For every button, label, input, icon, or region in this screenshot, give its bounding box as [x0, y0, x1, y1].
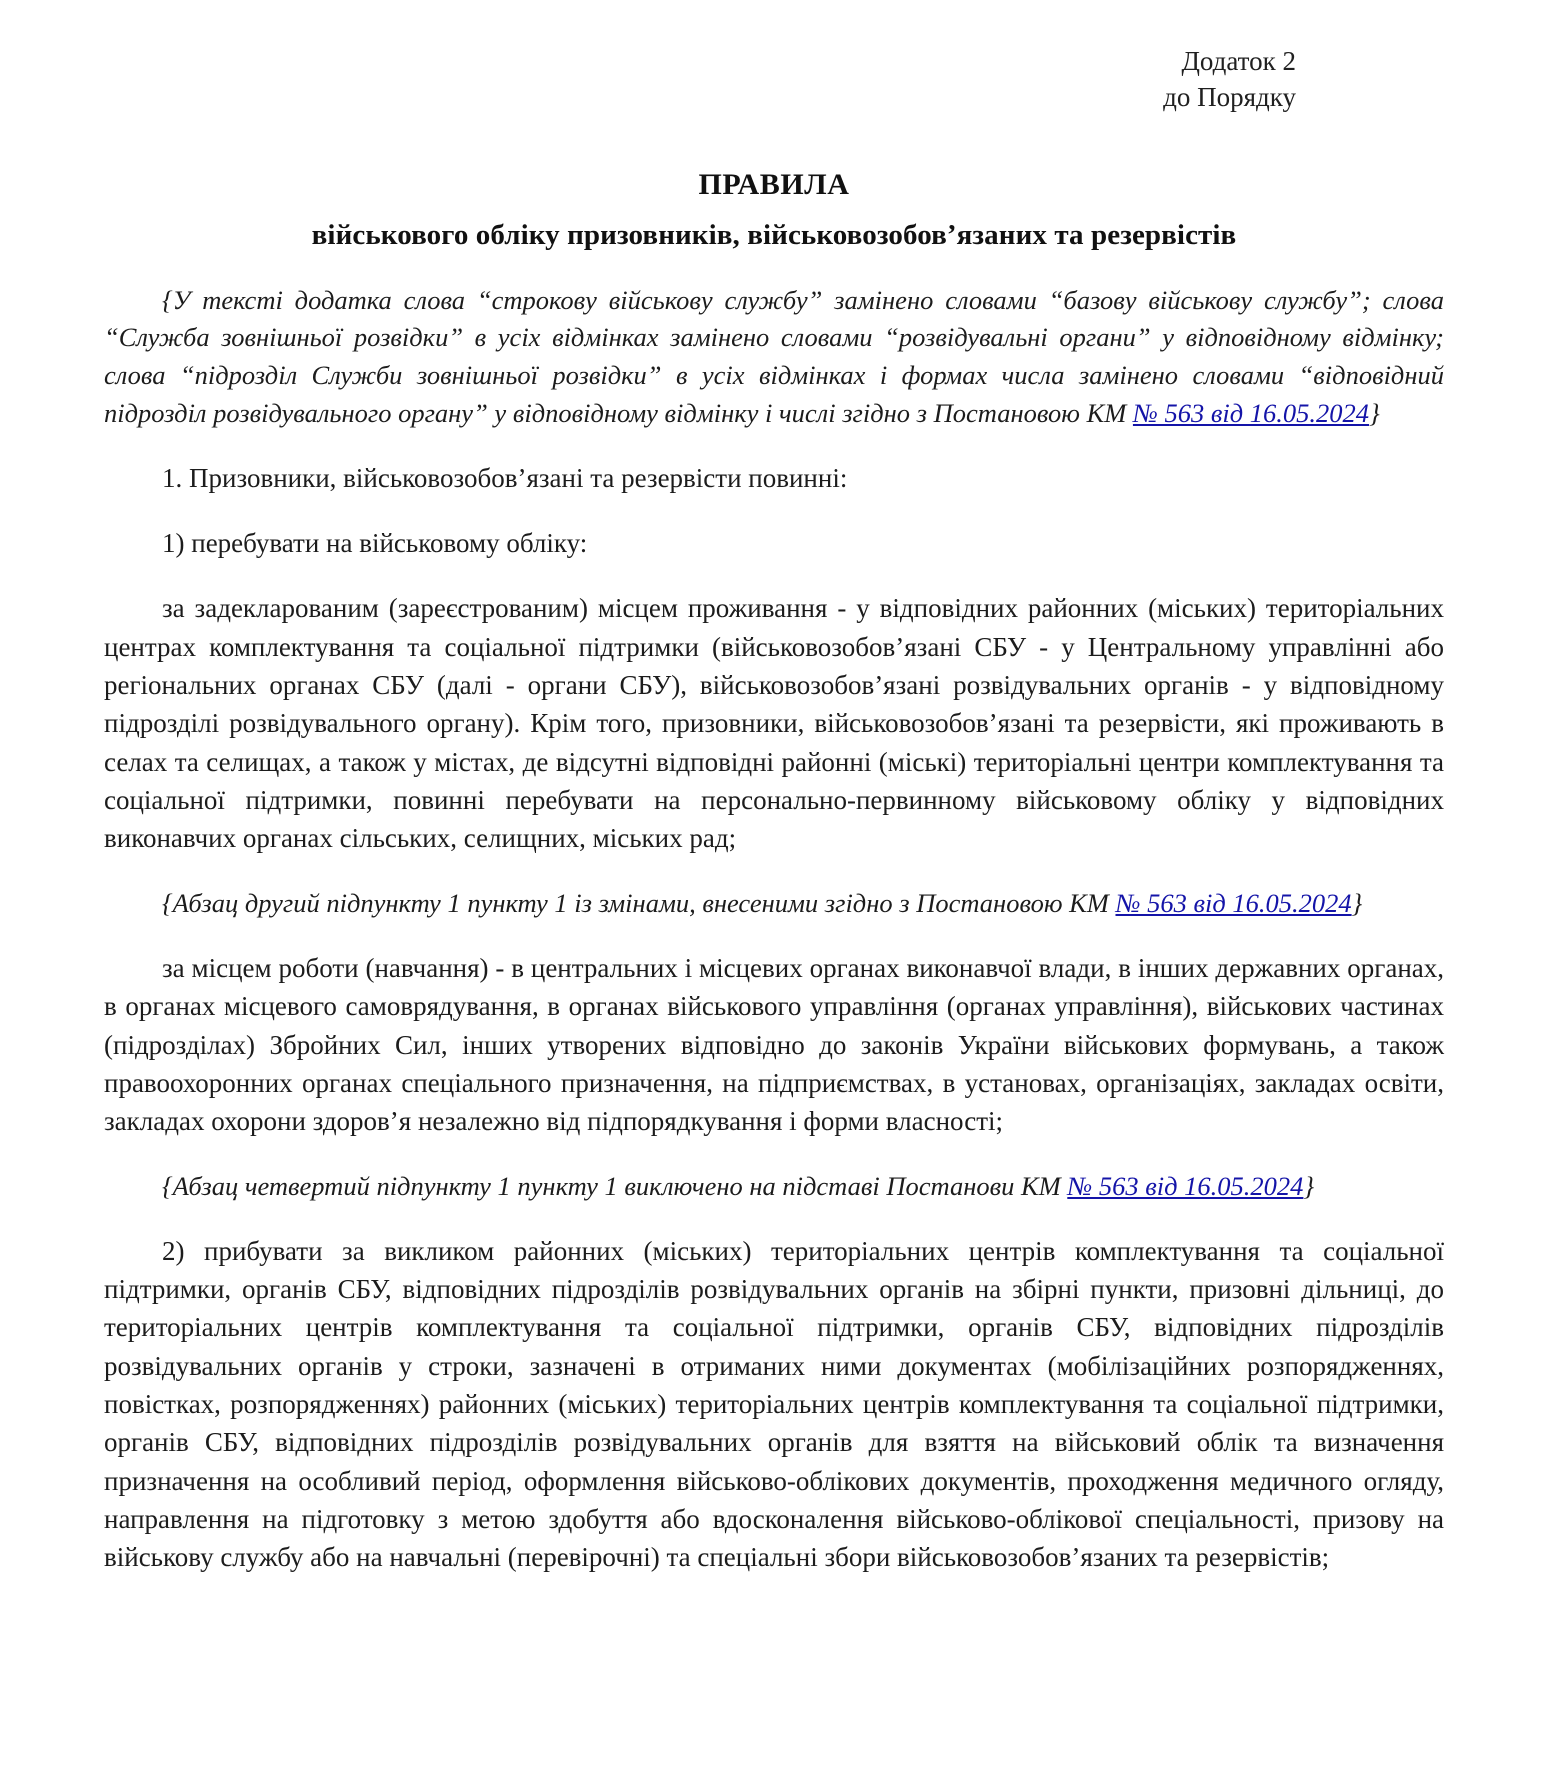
paragraph-1-2: 2) прибувати за викликом районних (міських) територіальних центрів комплектування та соціальної підтримки, органів СБУ, відповідних підрозділів розвідувальних органів на збірні пункти, призовні дільниці, до територіальних центрів комплектування та соціальної підтримки, органів СБУ, відповідних підрозділів розвідувальних органів у строки, зазначені в отриманих ними документах (мобілізаційних розпорядженнях, повістках, розпорядженнях) районних (міських) територіальних центрів комплектування та соціальної підтримки, органів СБУ, відповідних підрозділів розвідувальних органів для взяття на військовий облік та визначення призначення на особливий період, оформлення військово-облікових документів, проходження медичного огляду, направлення на підготовку з метою здобуття або вдосконалення військово-облікової спеціальності, призову на військову службу або на навчальні (перевірочні) та спеціальні збори військовозобов’язаних та резервістів; — [104, 1235, 1444, 1573]
amendment-note-2-close: } — [1351, 887, 1363, 918]
amendment-note-intro-text: {У тексті додатка слова “строкову військову службу” замінено словами “базову військову службу”; слова “Служба зовнішньої розвідки” в усіх відмінках замінено словами “розвідувальні органи” у відповідному відмінку; слова “підрозділ Служби зовнішньої розвідки” в усіх відмінках і формах числа замінено словами “відповідний підрозділ розвідувального органу” у відповідному відмінку і числі згідно з Постановою КМ — [104, 284, 1444, 428]
resolution-link-2[interactable]: № 563 від 16.05.2024 — [1115, 887, 1352, 918]
annex-label: Додаток 2 — [1181, 46, 1296, 76]
amendment-note-3-close: } — [1303, 1170, 1315, 1201]
amendment-note-3-text: {Абзац четвертий підпункту 1 пункту 1 виключено на підставі Постанови КМ — [162, 1170, 1068, 1201]
amendment-note-intro — [104, 282, 1444, 433]
paragraph-1-1: 1) перебувати на військовому обліку: — [162, 528, 588, 559]
resolution-link-3[interactable]: № 563 від 16.05.2024 — [1067, 1170, 1304, 1201]
amendment-note-2 — [104, 885, 1444, 923]
amendment-note-2-text: {Абзац другий підпункту 1 пункту 1 із змінами, внесеними згідно з Постановою КМ — [162, 887, 1116, 918]
amendment-note-3 — [104, 1168, 1444, 1206]
page-title: ПРАВИЛА — [698, 167, 850, 201]
document-header — [104, 44, 1444, 116]
paragraph-1: 1. Призовники, військовозобов’язані та резервісти повинні: — [162, 462, 848, 493]
to-procedure-label: до Порядку — [1163, 81, 1296, 112]
amendment-note-intro-close: } — [1369, 397, 1380, 428]
resolution-link-1[interactable]: № 563 від 16.05.2024 — [1132, 397, 1370, 428]
paragraph-workplace: за місцем роботи (навчання) - в центральних і місцевих органах виконавчої влади, в інших державних органах, в органах місцевого самоврядування, в органах військового управління (органах управління), військових частинах (підрозділах) Збройних Сил, інших утворених відповідно до законів України військових формувань, а також правоохоронних органах спеціального призначення, на підприємствах, в установах, організаціях, закладах освіти, закладах охорони здоров’я незалежно від підпорядкування і форми власності; — [104, 952, 1444, 1137]
page-subtitle: військового обліку призовників, військовозобов’язаних та резервістів — [311, 218, 1237, 251]
paragraph-registered-residence: за задекларованим (зареєстрованим) місцем проживання - у відповідних районних (міських) територіальних центрах комплектування та соціальної підтримки (військовозобов’язані СБУ - у Центральному управлінні або регіональних органах СБУ (далі - органи СБУ), військовозобов’язані розвідувальних органів - у відповідному підрозділі розвідувального органу). Крім того, призовники, військовозобов’язані та резервісти, які проживають в селах та селищах, а також у містах, де відсутні відповідні районні (міські) територіальні центри комплектування та соціальної підтримки, повинні перебувати на персонально-первинному військовому обліку у відповідних виконавчих органах сільських, селищних, міських рад; — [104, 593, 1444, 854]
